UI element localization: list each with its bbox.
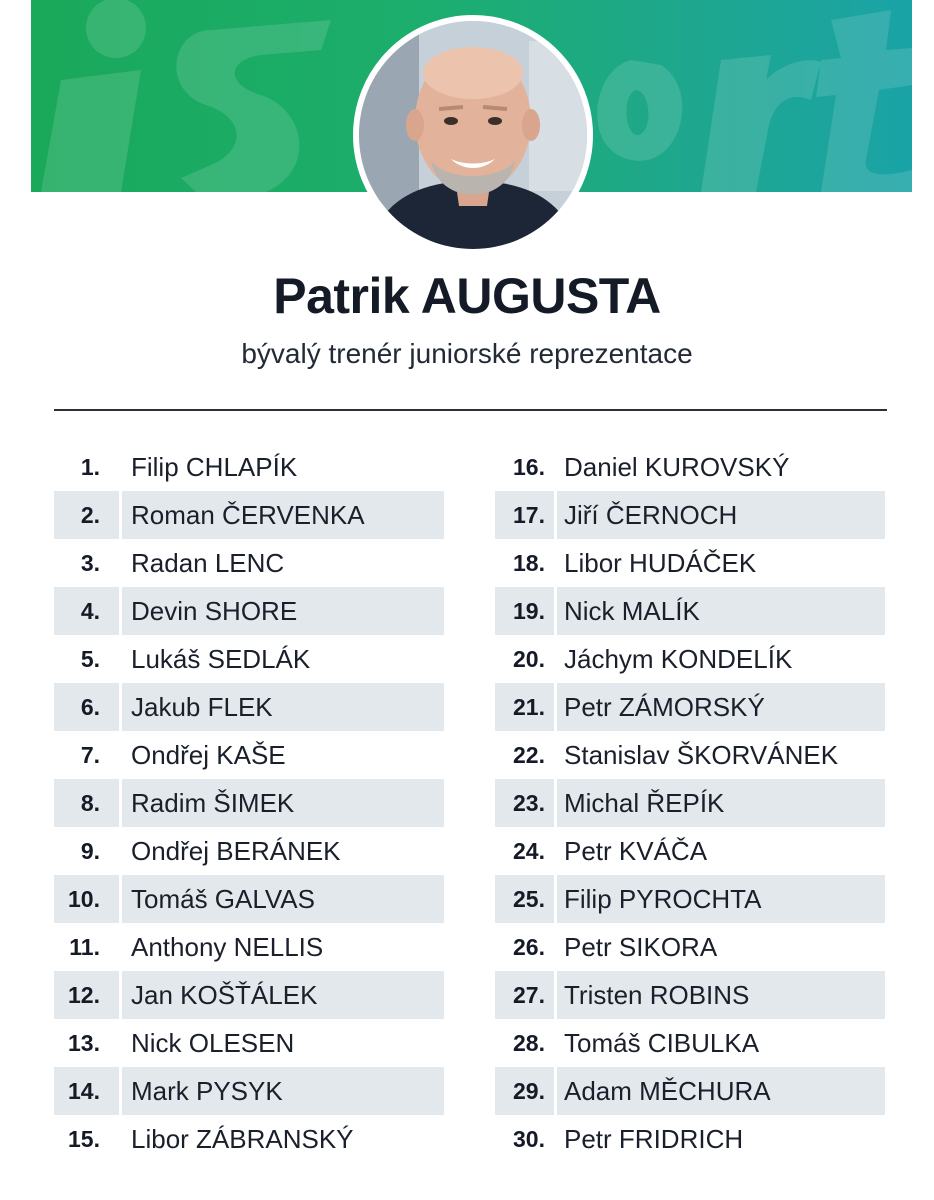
player-name: Lukáš SEDLÁK	[131, 643, 311, 674]
player-name: Adam MĚCHURA	[564, 1075, 771, 1106]
list-item	[495, 875, 885, 923]
player-name: Jakub FLEK	[131, 691, 273, 722]
player-name: Daniel KUROVSKÝ	[564, 451, 790, 482]
player-name: Petr KVÁČA	[564, 835, 708, 866]
player-name: Filip PYROCHTA	[564, 883, 762, 914]
rank-number: 4.	[80, 597, 100, 624]
player-name: Ondřej BERÁNEK	[131, 835, 341, 866]
rank-number: 16.	[513, 453, 545, 480]
list-item	[54, 875, 444, 923]
rank-number: 9.	[80, 837, 100, 864]
rank-number: 18.	[513, 549, 545, 576]
list-item	[495, 1115, 885, 1163]
rank-number: 2.	[80, 501, 100, 528]
list-item	[54, 1067, 444, 1115]
rank-number: 17.	[513, 501, 545, 528]
player-name: Petr FRIDRICH	[564, 1123, 744, 1154]
list-item	[54, 779, 444, 827]
player-name: Jáchym KONDELÍK	[564, 643, 793, 674]
rank-number: 11.	[69, 933, 100, 960]
rank-number: 13.	[68, 1029, 100, 1056]
player-name: Jiří ČERNOCH	[564, 499, 738, 530]
ranking-column-left	[54, 443, 444, 1163]
player-name: Radan LENC	[131, 547, 285, 578]
player-name: Jan KOŠŤÁLEK	[131, 979, 318, 1010]
list-item	[495, 587, 885, 635]
list-item	[54, 635, 444, 683]
list-item	[495, 539, 885, 587]
avatar	[353, 15, 593, 255]
rank-number: 26.	[513, 933, 545, 960]
rank-number: 22.	[513, 741, 545, 768]
list-item	[495, 683, 885, 731]
rank-number: 10.	[68, 885, 100, 912]
rank-number: 28.	[513, 1029, 545, 1056]
rank-number: 30.	[513, 1125, 545, 1152]
list-item	[54, 443, 444, 491]
rank-number: 20.	[513, 645, 545, 672]
player-name: Mark PYSYK	[131, 1075, 283, 1106]
list-item	[495, 731, 885, 779]
list-item	[54, 1115, 444, 1163]
rank-number: 8.	[80, 789, 100, 816]
player-name: Anthony NELLIS	[131, 931, 324, 962]
subtitle: bývalý trenér juniorské reprezentace	[241, 338, 693, 369]
player-name: Tristen ROBINS	[564, 979, 750, 1010]
ranking-column-right	[495, 443, 885, 1163]
list-item	[495, 1019, 885, 1067]
player-name: Tomáš GALVAS	[131, 883, 315, 914]
player-name: Nick MALÍK	[564, 595, 700, 626]
rank-number: 3.	[80, 549, 100, 576]
player-name: Petr ZÁMORSKÝ	[564, 691, 765, 722]
rank-number: 27.	[513, 981, 545, 1008]
list-item	[495, 923, 885, 971]
rank-number: 6.	[80, 693, 100, 720]
list-item	[54, 827, 444, 875]
list-item	[495, 491, 885, 539]
list-item	[54, 491, 444, 539]
list-item	[54, 1019, 444, 1067]
rank-number: 19.	[513, 597, 545, 624]
player-name: Nick OLESEN	[131, 1027, 295, 1058]
list-item	[495, 827, 885, 875]
rank-number: 25.	[513, 885, 545, 912]
list-item	[495, 635, 885, 683]
player-name: Michal ŘEPÍK	[564, 787, 725, 818]
rank-number: 21.	[513, 693, 545, 720]
rank-number: 1.	[80, 453, 100, 480]
rank-number: 15.	[68, 1125, 100, 1152]
divider	[54, 409, 887, 411]
player-name: Roman ČERVENKA	[131, 499, 365, 530]
player-name: Devin SHORE	[131, 595, 298, 626]
rank-number: 14.	[68, 1077, 100, 1104]
rank-number: 24.	[513, 837, 545, 864]
player-name: Ondřej KAŠE	[131, 739, 286, 770]
list-item	[54, 923, 444, 971]
rank-number: 29.	[513, 1077, 545, 1104]
player-name: Tomáš CIBULKA	[564, 1027, 760, 1058]
list-item	[54, 971, 444, 1019]
rank-number: 12.	[68, 981, 100, 1008]
list-item	[495, 443, 885, 491]
list-item	[54, 539, 444, 587]
portrait-icon	[359, 21, 587, 249]
player-name: Petr SIKORA	[564, 931, 718, 962]
player-name: Filip CHLAPÍK	[131, 451, 298, 482]
player-name: Stanislav ŠKORVÁNEK	[564, 739, 839, 770]
list-item	[54, 731, 444, 779]
list-item	[54, 587, 444, 635]
page-title: Patrik AUGUSTA	[273, 268, 661, 324]
list-item	[54, 683, 444, 731]
player-name: Libor ZÁBRANSKÝ	[131, 1123, 354, 1154]
rank-number: 5.	[80, 645, 100, 672]
player-name: Libor HUDÁČEK	[564, 547, 757, 578]
list-item	[495, 779, 885, 827]
rank-number: 23.	[513, 789, 545, 816]
rank-number: 7.	[80, 741, 100, 768]
list-item	[495, 971, 885, 1019]
list-item	[495, 1067, 885, 1115]
player-name: Radim ŠIMEK	[131, 787, 295, 818]
